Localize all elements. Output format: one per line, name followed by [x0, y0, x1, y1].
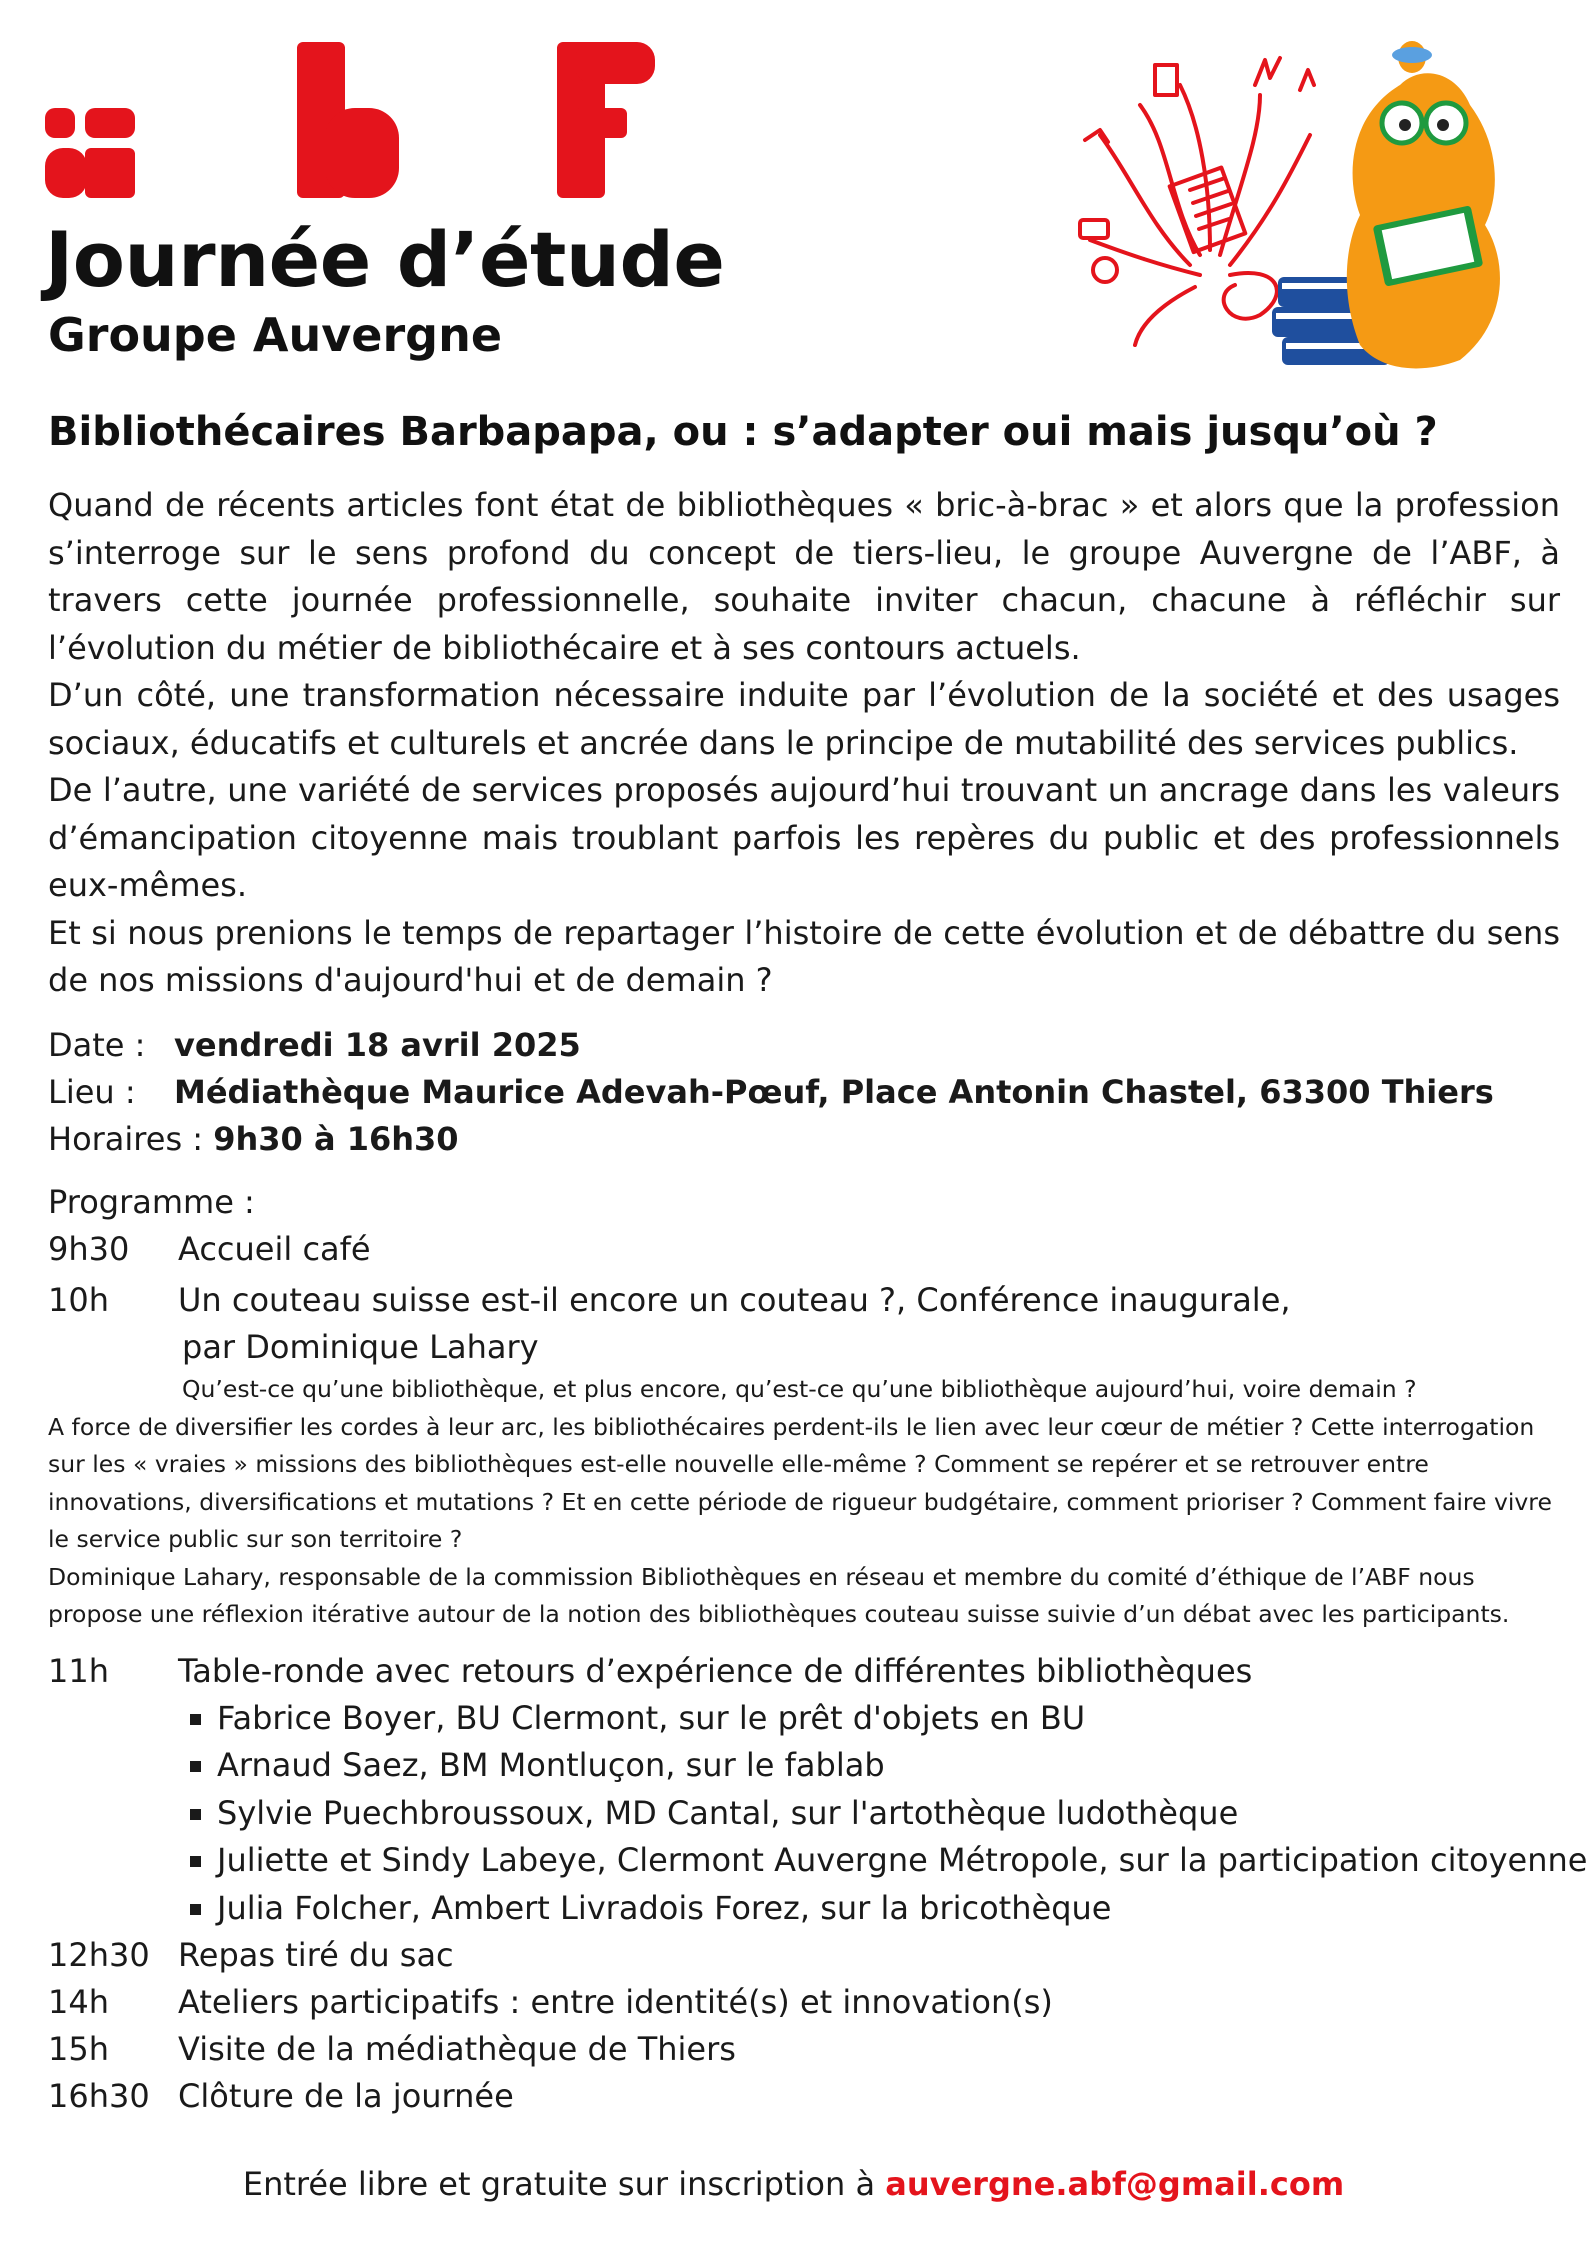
- place-row: [48, 1069, 1494, 1116]
- speaker-item: [190, 1837, 1587, 1885]
- event-heading: Bibliothécaires Barbapapa, ou : s’adapter oui mais jusqu’où ?: [48, 409, 1438, 455]
- slot-time: 15h: [48, 2030, 109, 2068]
- hours-label: Horaires :: [48, 1120, 204, 1158]
- conference-description-paragraph: Dominique Lahary, responsable de la commission Bibliothèques en réseau et membre du comité d’éthique de l’ABF nous propose une réflexion itérative autour de la notion des bibliothèques couteau suisse suivie d’un débat avec les participants.: [48, 1562, 1510, 1628]
- bullet-icon: [190, 1809, 201, 1820]
- email-link[interactable]: auvergne.abf@gmail.com: [885, 2165, 1345, 2203]
- slot-time: 11h: [48, 1651, 109, 1690]
- hours-row: [48, 1116, 1494, 1163]
- page-subtitle: Groupe Auvergne: [48, 308, 503, 362]
- speaker-text: Arnaud Saez, BM Montluçon, sur le fablab: [217, 1746, 885, 1784]
- barbapapa-illustration: [1060, 25, 1530, 390]
- programme-slot: [48, 1277, 1560, 1324]
- programme: [48, 1178, 1587, 2120]
- programme-slot: [48, 2026, 1560, 2073]
- programme-slot: [48, 1932, 1560, 1979]
- date-row: [48, 1022, 1494, 1069]
- hours-value: 9h30 à 16h30: [213, 1120, 459, 1158]
- programme-title: Programme :: [48, 1183, 255, 1221]
- slot-label: Table-ronde avec retours d’expérience de différentes bibliothèques: [178, 1651, 1253, 1690]
- slot-time: 16h30: [48, 2077, 150, 2115]
- bullet-icon: [190, 1856, 201, 1867]
- place-label: Lieu :: [48, 1073, 136, 1111]
- intro-paragraph: Quand de récents articles font état de bibliothèques « bric-à-brac » et alors que la profession s’interroge sur le sens profond du concept de tiers-lieu, le groupe Auvergne de l’ABF, à travers cette journée professionnelle, souhaite inviter chacun, chacune à réfléchir sur l’évolution du métier de bibliothécaire et à ses contours actuels.: [48, 486, 1560, 667]
- bullet-icon: [190, 1714, 201, 1725]
- event-info: [48, 1022, 1494, 1163]
- speaker-list: [48, 1695, 1587, 1933]
- intro-paragraph: D’un côté, une transformation nécessaire induite par l’évolution de la société et des usages sociaux, éducatifs et culturels et ancrée dans le principe de mutabilité des services publics.: [48, 676, 1560, 762]
- conference-description-line: Qu’est-ce qu’une bibliothèque, et plus encore, qu’est-ce qu’une bibliothèque aujourd’hui, voire demain ?: [182, 1375, 1417, 1403]
- slot-time: 14h: [48, 1983, 109, 2021]
- conference-description-paragraph: A force de diversifier les cordes à leur arc, les bibliothécaires perdent-ils le lien avec leur cœur de métier ? Cette interrogation sur les « vraies » missions des bibliothèques est-elle nouvelle elle-même ? Comment se repérer et se retrouver entre innovations, diversifications et mutations ? Et en cette période de rigueur budgétaire, comment prioriser ? Comment faire vivre le service public sur son territoire ?: [48, 1412, 1552, 1553]
- slot-time: 9h30: [48, 1230, 130, 1268]
- speaker-item: [190, 1885, 1560, 1933]
- date-label: Date :: [48, 1026, 146, 1064]
- date-value: vendredi 18 avril 2025: [174, 1026, 581, 1064]
- bullet-icon: [190, 1761, 201, 1772]
- slot-label: Accueil café: [178, 1230, 371, 1268]
- slot-label: Ateliers participatifs : entre identité(s) et innovation(s): [178, 1983, 1053, 2021]
- speaker-item: [190, 1695, 1560, 1743]
- slot-speaker: par Dominique Lahary: [182, 1328, 539, 1366]
- intro-paragraph: Et si nous prenions le temps de repartager l’histoire de cette évolution et de débattre du sens de nos missions d'aujourd'hui et de demain ?: [48, 913, 1560, 999]
- speaker-item: [190, 1790, 1560, 1838]
- speaker-text: Julia Folcher, Ambert Livradois Forez, sur la bricothèque: [217, 1888, 1112, 1927]
- place-value: Médiathèque Maurice Adevah-Pœuf, Place Antonin Chastel, 63300 Thiers: [174, 1073, 1494, 1111]
- programme-slot: [48, 1979, 1560, 2026]
- slot-label: Un couteau suisse est-il encore un couteau ?, Conférence inaugurale,: [178, 1281, 1291, 1319]
- slot-label: Repas tiré du sac: [178, 1936, 454, 1974]
- footer: [0, 2162, 1587, 2206]
- speaker-item: [190, 1742, 1560, 1790]
- slot-time: 10h: [48, 1281, 109, 1319]
- speaker-text: Fabrice Boyer, BU Clermont, sur le prêt d'objets en BU: [217, 1698, 1086, 1737]
- intro-text: [48, 482, 1560, 1005]
- speaker-text: Juliette et Sindy Labeye, Clermont Auvergne Métropole, sur la participation citoyenne: [217, 1841, 1587, 1879]
- page-title: Journée d’étude: [45, 215, 725, 304]
- footer-text: Entrée libre et gratuite sur inscription à: [242, 2165, 886, 2203]
- conference-description: [48, 1371, 1560, 1634]
- slot-label: Clôture de la journée: [178, 2077, 514, 2115]
- programme-slot: [48, 1648, 1560, 1695]
- intro-paragraph: De l’autre, une variété de services proposés aujourd’hui trouvant un ancrage dans les valeurs d’émancipation citoyenne mais troublant parfois les repères du public et des professionnels eux-mêmes.: [48, 771, 1560, 904]
- bullet-icon: [190, 1904, 201, 1915]
- abf-logo: [45, 38, 685, 208]
- programme-slot: [48, 2073, 1560, 2120]
- slot-label: Visite de la médiathèque de Thiers: [178, 2030, 736, 2068]
- speaker-text: Sylvie Puechbroussoux, MD Cantal, sur l'artothèque ludothèque: [217, 1793, 1239, 1832]
- slot-time: 12h30: [48, 1936, 150, 1974]
- programme-slot: [48, 1226, 1560, 1273]
